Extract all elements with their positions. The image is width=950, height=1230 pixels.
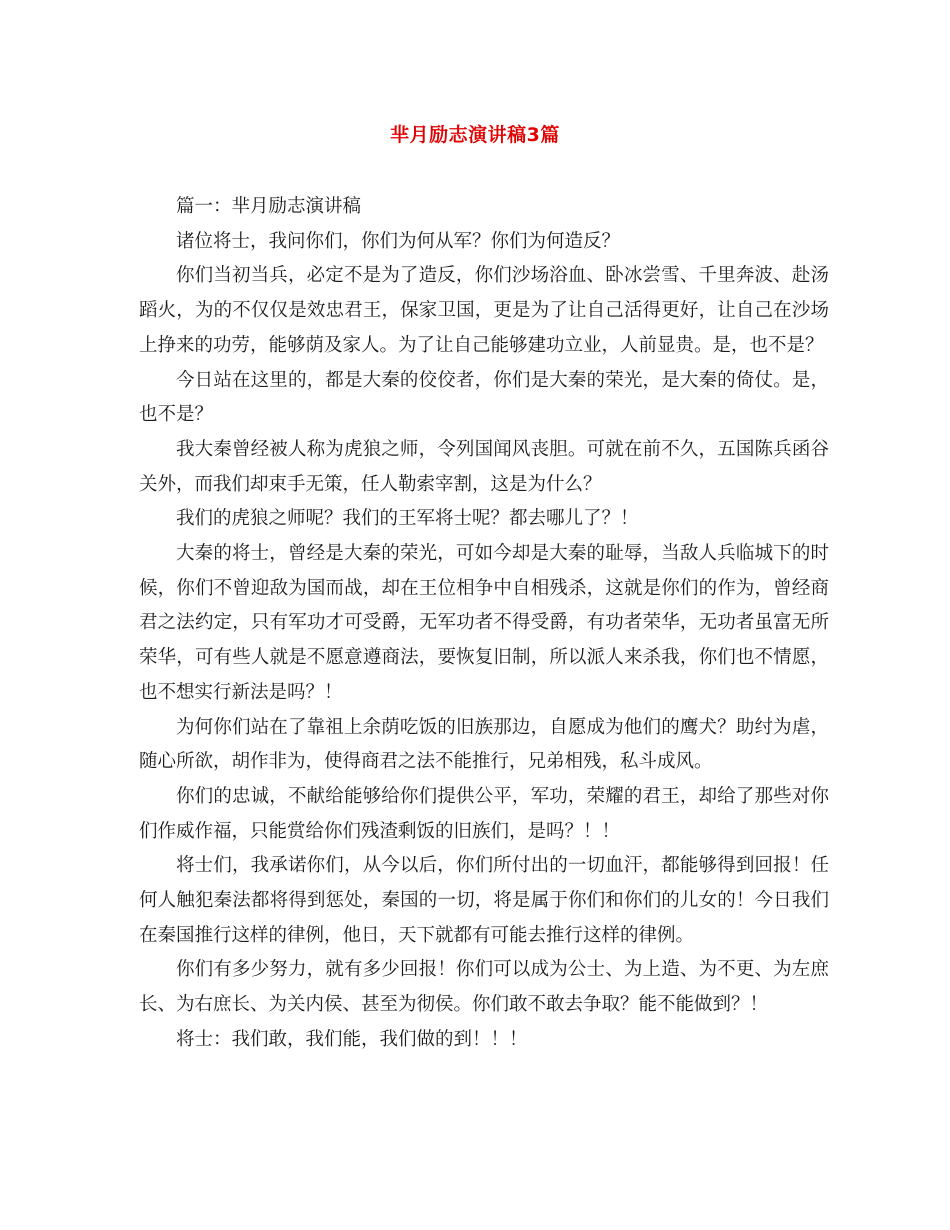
paragraph: 我们的虎狼之师呢？我们的王军将士呢？都去哪儿了？！ [176, 508, 639, 530]
document-body [139, 190, 829, 1058]
paragraph: 诸位将士，我问你们，你们为何从军？你们为何造反？ [176, 230, 621, 252]
paragraph: 今日站在这里的，都是大秦的佼佼者，你们是大秦的荣光，是大秦的倚仗。是，也不是？ [139, 369, 829, 426]
paragraph: 为何你们站在了靠祖上余荫吃饭的旧族那边，自愿成为他们的鹰犬？助纣为虐，随心所欲，胡作非为，使得商君之法不能推行，兄弟相残，私斗成风。 [139, 716, 829, 773]
paragraph: 将士：我们敢，我们能，我们做的到！！！ [176, 1028, 528, 1050]
paragraph: 大秦的将士，曾经是大秦的荣光，可如今却是大秦的耻辱，当敌人兵临城下的时候，你们不曾迎敌为国而战，却在王位相争中自相残杀，这就是你们的作为，曾经商君之法约定，只有军功才可受爵，无军功者不得受爵，有功者荣华，无功者虽富无所荣华，可有些人就是不愿意遵商法，要恢复旧制，所以派人来杀我，你们也不情愿，也不想实行新法是吗？！ [139, 543, 829, 703]
paragraph: 你们当初当兵，必定不是为了造反，你们沙场浴血、卧冰尝雪、千里奔波、赴汤蹈火，为的不仅仅是效忠君王，保家卫国，更是为了让自己活得更好，让自己在沙场上挣来的功劳，能够荫及家人。为了让自己能够建功立业，人前显贵。是，也不是？ [139, 265, 829, 356]
paragraph: 你们的忠诚，不献给能够给你们提供公平，军功，荣耀的君王，却给了那些对你们作威作福，只能赏给你们残渣剩饭的旧族们，是吗？！！ [139, 785, 829, 842]
document-title: 芈月励志演讲稿3篇 [390, 124, 560, 146]
section-heading: 篇一：芈月励志演讲稿 [176, 196, 362, 217]
paragraph: 你们有多少努力，就有多少回报！你们可以成为公士、为上造、为不更、为左庶长、为右庶长、为关内侯、甚至为彻侯。你们敢不敢去争取？能不能做到？！ [139, 959, 829, 1016]
paragraph: 将士们，我承诺你们，从今以后，你们所付出的一切血汗，都能够得到回报！任何人触犯秦法都将得到惩处，秦国的一切，将是属于你们和你们的儿女的！今日我们在秦国推行这样的律例，他日，天下就都有可能去推行这样的律例。 [139, 855, 829, 946]
paragraph: 我大秦曾经被人称为虎狼之师，令列国闻风丧胆。可就在前不久，五国陈兵函谷关外，而我们却束手无策，任人勒索宰割，这是为什么？ [139, 438, 829, 495]
